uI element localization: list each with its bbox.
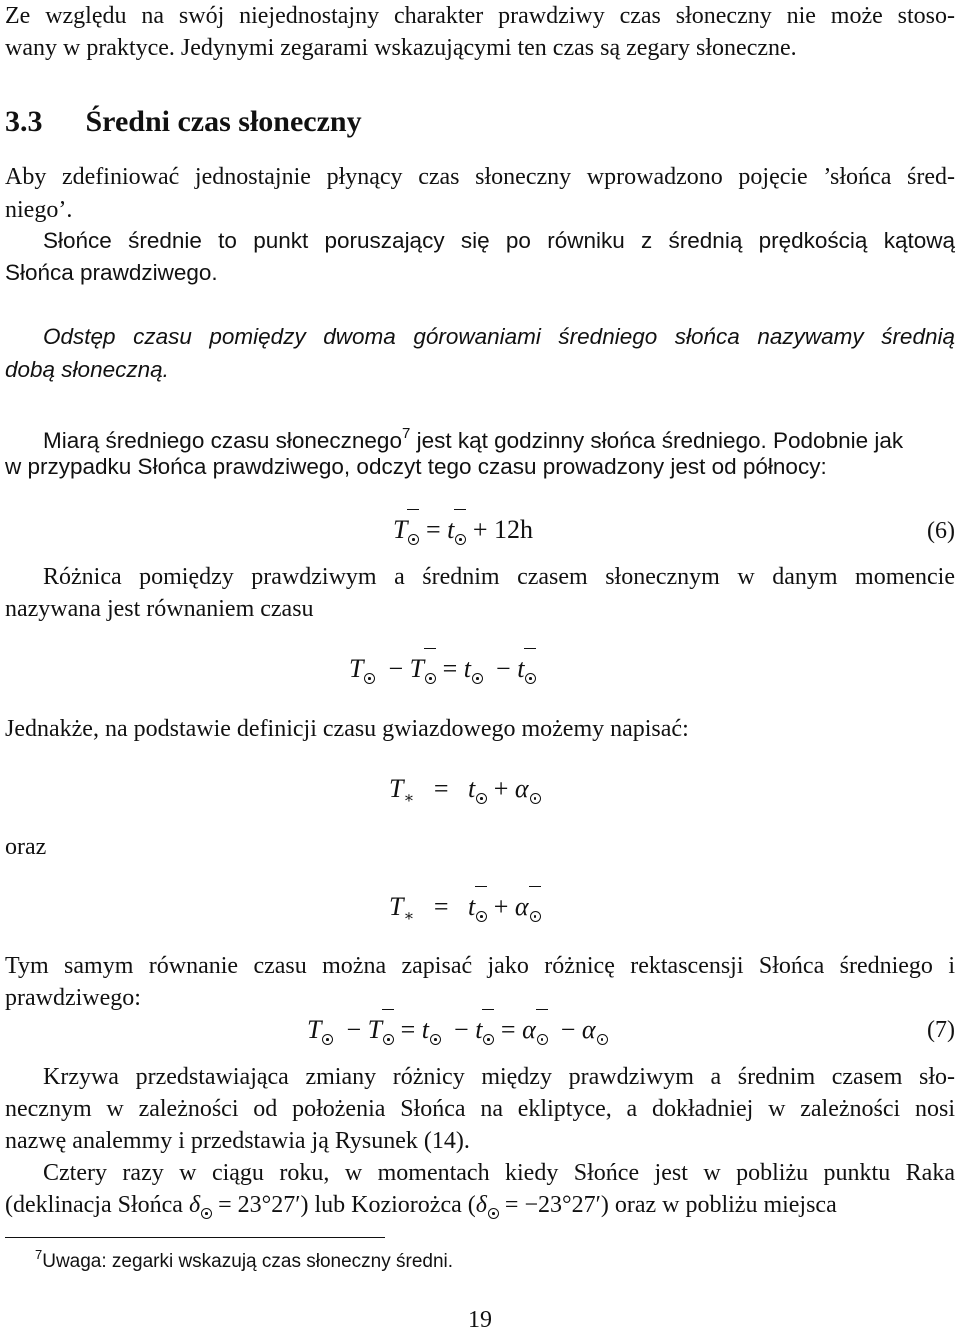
- para2-line-1: Słońce średnie to punkt poruszający się po równiku z średnią prędkością kątową: [43, 228, 955, 253]
- equation-6-number: (6): [927, 518, 955, 544]
- equation-7: T − T = t − t = α − α: [307, 1013, 608, 1047]
- sun-symbol-icon: [488, 1208, 499, 1219]
- sun-symbol-icon: [430, 1034, 441, 1045]
- equation-6-rhs: + 12h: [472, 515, 534, 544]
- footnote-text: Uwaga: zegarki wskazują czas słoneczny średni.: [42, 1251, 454, 1272]
- para7-line-1: Krzywa przedstawiająca zmiany różnicy między prawdziwym a średnim czasem sło-: [43, 1064, 955, 1090]
- para8-text-b: ) lub Koziorożca (: [300, 1192, 476, 1218]
- page-number: 19: [468, 1307, 492, 1333]
- sun-symbol-icon: [530, 911, 541, 922]
- section-title: Średni czas słoneczny: [85, 105, 362, 138]
- sun-symbol-icon: [408, 534, 419, 545]
- footnote: [35, 1242, 453, 1275]
- footnote-rule: [5, 1237, 385, 1238]
- footnote-ref: 7: [401, 425, 411, 442]
- para8-line-1: Cztery razy w ciągu roku, w momentach kiedy Słońce jest w pobliżu punktu Raka: [43, 1160, 955, 1186]
- footnote-mark: 7: [35, 1247, 43, 1262]
- para3-line-2: w przypadku Słońca prawdziwego, odczyt tego czasu prowadzony jest od północy:: [5, 454, 827, 479]
- para7-line-2: necznym w zależności od położenia Słońca na ekliptyce, a dokładniej w zależności nosi: [5, 1096, 955, 1122]
- intro-line-1: Ze względu na swój niejednostajny charakter prawdziwy czas słoneczny nie może stoso-: [5, 3, 955, 29]
- definition-line-2: dobą słoneczną.: [5, 357, 169, 382]
- sun-symbol-icon: [201, 1208, 212, 1219]
- sidereal-equation-true: $T_∗ = t + \alpha$: [389, 772, 541, 816]
- equation-6: T = t + 12h: [393, 513, 533, 547]
- declination-capricorn: = −23°27′: [504, 1192, 601, 1218]
- para2-line-2: Słońca prawdziwego.: [5, 260, 218, 285]
- para8-text-a: (deklinacja Słońca: [5, 1192, 189, 1218]
- para7-line-3: nazwę analemmy i przedstawia ją Rysunek (14).: [5, 1128, 470, 1154]
- para4-line-2: nazywana jest równaniem czasu: [5, 596, 314, 622]
- intro-line-2: wany w praktyce. Jedynymi zegarami wskazującymi ten czas są zegary słoneczne.: [5, 35, 797, 61]
- sun-symbol-icon: [364, 673, 375, 684]
- sun-symbol-icon: [597, 1034, 608, 1045]
- para3-text-b: jest kąt godzinny słońca średniego. Podobnie jak: [410, 428, 904, 453]
- sun-symbol-icon: [537, 1034, 548, 1045]
- sun-symbol-icon: [455, 534, 466, 545]
- para1-line-2: niego’.: [5, 197, 73, 223]
- para1-line-1: Aby zdefiniować jednostajnie płynący czas słoneczny wprowadzono pojęcie ’słońca śred-: [5, 164, 955, 190]
- para8-text-c: ) oraz w pobliżu miejsca: [600, 1192, 837, 1218]
- sun-symbol-icon: [425, 673, 436, 684]
- section-heading: [5, 104, 362, 140]
- sun-symbol-icon: [322, 1034, 333, 1045]
- sun-symbol-icon: [476, 793, 487, 804]
- para4-line-1: Różnica pomiędzy prawdziwym a średnim czasem słonecznym w danym momencie: [43, 564, 955, 590]
- para8-line-2: (deklinacja Słońca δ = 23°27′) lub Koziorożca (δ = −23°27′) oraz w pobliżu miejsca: [5, 1192, 837, 1218]
- sun-symbol-icon: [483, 1034, 494, 1045]
- para3-text-a: Miarą średniego czasu słonecznego: [43, 428, 402, 453]
- sun-symbol-icon: [383, 1034, 394, 1045]
- equation-7-number: (7): [927, 1017, 955, 1043]
- para6-line-1: Tym samym równanie czasu można zapisać jako różnicę rektascensji Słońca średniego i: [5, 953, 955, 979]
- sun-symbol-icon: [525, 673, 536, 684]
- para5-line-1: Jednakże, na podstawie definicji czasu gwiazdowego możemy napisać:: [5, 716, 689, 742]
- oraz-label: oraz: [5, 834, 47, 860]
- sun-symbol-icon: [472, 673, 483, 684]
- declination-cancer: = 23°27′: [218, 1192, 301, 1218]
- sun-symbol-icon: [476, 911, 487, 922]
- definition-line-1: Odstęp czasu pomiędzy dwoma górowaniami średniego słońca nazywamy średnią: [43, 324, 955, 349]
- sun-symbol-icon: [530, 793, 541, 804]
- equation-of-time: T − T = t − t: [349, 652, 536, 686]
- sidereal-equation-mean: $T_∗ = t + \alpha$: [389, 890, 541, 934]
- section-number: 3.3: [5, 105, 43, 138]
- para6-line-2: prawdziwego:: [5, 985, 141, 1011]
